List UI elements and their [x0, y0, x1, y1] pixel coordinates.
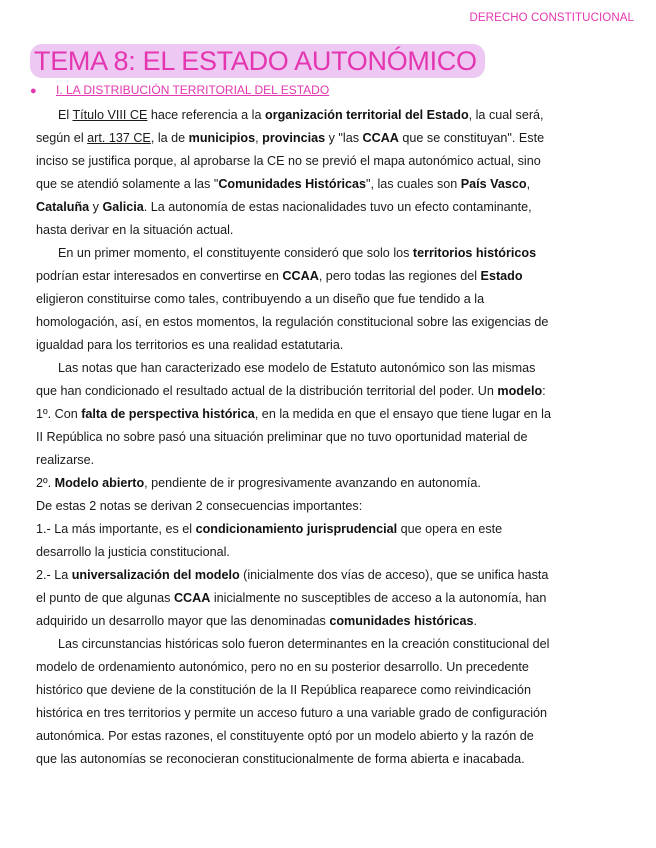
course-header: DERECHO CONSTITUCIONAL	[469, 12, 634, 24]
text-segment: ,	[255, 131, 263, 145]
bold-term: Estado	[480, 269, 523, 283]
text-segment: histórico que deviene de la constitución de la II República reaparece como reivindicación	[36, 683, 531, 697]
underlined-reference: Título VIII CE	[72, 108, 148, 122]
text-line	[36, 242, 620, 265]
text-segment: , la de	[150, 131, 189, 145]
text-segment: Las notas que han caracterizado ese modelo de Estatuto autonómico son las mismas	[58, 361, 536, 375]
text-segment: histórica en tres territorios y permite un acceso futuro a una variable grado de configuración	[36, 706, 548, 720]
text-line	[36, 380, 620, 403]
bold-term: territorios históricos	[412, 246, 537, 260]
text-segment: , pendiente de ir progresivamente avanzando en autonomía.	[144, 476, 481, 490]
text-line	[36, 748, 620, 771]
text-segment: homologación, así, en estos momentos, la regulación constitucional sobre las exigencias de	[36, 315, 549, 329]
text-segment: y	[89, 200, 103, 214]
text-line	[36, 196, 620, 219]
title-container	[30, 44, 485, 78]
text-segment: que opera en este	[397, 522, 503, 536]
text-line	[36, 587, 620, 610]
text-line	[36, 656, 620, 679]
text-segment: inciso se justifica porque, al aprobarse la CE no se previó el mapa autonómico actual, sino	[36, 154, 541, 168]
text-line	[36, 633, 620, 656]
text-line	[36, 495, 620, 518]
text-segment: el punto de que algunas	[36, 591, 174, 605]
text-segment: igualdad para los territorios es una realidad estatutaria.	[36, 338, 344, 352]
bold-term: CCAA	[282, 269, 319, 283]
text-segment: adquirido un desarrollo mayor que las denominadas	[36, 614, 330, 628]
text-segment: De estas 2 notas se derivan 2 consecuencias importantes:	[36, 499, 363, 513]
text-segment: que han condicionado el resultado actual de la distribución territorial del poder. Un	[36, 384, 498, 398]
text-segment: , en la medida en que el ensayo que tiene lugar en la	[254, 407, 551, 421]
text-segment: podrían estar interesados en convertirse en	[36, 269, 283, 283]
text-segment: En un primer momento, el constituyente consideró que solo los	[58, 246, 413, 260]
text-segment: 1º. Con	[36, 407, 82, 421]
text-line	[36, 334, 620, 357]
text-segment: autonómica. Por estas razones, el constituyente optó por un modelo abierto y la razón de	[36, 729, 534, 743]
text-segment: desarrollo la justicia constitucional.	[36, 545, 230, 559]
text-line	[36, 564, 620, 587]
text-line	[36, 104, 620, 127]
text-segment: 2º.	[36, 476, 55, 490]
bold-term: CCAA	[362, 131, 399, 145]
text-line	[36, 150, 620, 173]
bold-term: Galicia	[102, 200, 144, 214]
text-segment: hasta derivar en la situación actual.	[36, 223, 234, 237]
bold-term: País Vasco	[460, 177, 527, 191]
text-line	[36, 702, 620, 725]
text-line	[36, 219, 620, 242]
text-line	[36, 725, 620, 748]
text-segment: que se atendió solamente a las "	[36, 177, 219, 191]
bold-term: condicionamiento jurisprudencial	[195, 522, 398, 536]
text-segment: que las autonomías se reconocieran constitucionalmente de forma abierta e inacabada.	[36, 752, 525, 766]
bold-term: Comunidades Históricas	[218, 177, 366, 191]
bold-term: CCAA	[173, 591, 211, 605]
text-line	[36, 311, 620, 334]
bold-term: Modelo abierto	[54, 476, 145, 490]
bold-term: falta de perspectiva histórica	[81, 407, 255, 421]
underlined-reference: art. 137 CE	[87, 131, 151, 145]
text-segment: según el	[36, 131, 88, 145]
bold-term: comunidades históricas	[329, 614, 474, 628]
text-segment: , pero todas las regiones del	[318, 269, 481, 283]
bold-term: modelo	[497, 384, 543, 398]
text-segment: ", las cuales son	[365, 177, 461, 191]
page-title: TEMA 8: EL ESTADO AUTONÓMICO	[30, 44, 485, 78]
text-segment: .	[473, 614, 478, 628]
text-segment: . La autonomía de estas nacionalidades tuvo un efecto contaminante,	[143, 200, 532, 214]
text-segment: hace referencia a la	[147, 108, 265, 122]
text-line	[36, 426, 620, 449]
text-segment: :	[542, 384, 546, 398]
text-line	[36, 518, 620, 541]
bold-term: provincias	[262, 131, 326, 145]
text-line	[36, 541, 620, 564]
text-line	[36, 265, 620, 288]
text-line	[36, 173, 620, 196]
text-segment: El	[58, 108, 73, 122]
text-segment: II República no sobre pasó una situación preliminar que no tuvo oportunidad material de	[36, 430, 528, 444]
text-line	[36, 127, 620, 150]
document-body	[36, 104, 620, 771]
text-segment: (inicialmente dos vías de acceso), que se unifica hasta	[239, 568, 549, 582]
text-segment: 2.- La	[36, 568, 72, 582]
text-line	[36, 610, 620, 633]
text-segment: modelo de ordenamiento autonómico, pero no en su posterior desarrollo. Un precedente	[36, 660, 529, 674]
bold-term: Cataluña	[36, 200, 90, 214]
bold-term: universalización del modelo	[71, 568, 240, 582]
text-segment: realizarse.	[36, 453, 95, 467]
text-segment: que se constituyan". Este	[398, 131, 545, 145]
text-segment: eligieron constituirse como tales, contribuyendo a un diseño que fue tendido a la	[36, 292, 485, 306]
bold-term: municipios	[188, 131, 256, 145]
text-line	[36, 403, 620, 426]
section-heading	[30, 81, 329, 100]
text-line	[36, 449, 620, 472]
text-line	[36, 472, 620, 495]
text-segment: ,	[526, 177, 531, 191]
bold-term: organización territorial del Estado	[265, 108, 469, 122]
text-segment: 1.- La más importante, es el	[36, 522, 196, 536]
text-line	[36, 288, 620, 311]
text-segment: y "las	[325, 131, 363, 145]
text-segment: inicialmente no susceptibles de acceso a la autonomía, han	[210, 591, 547, 605]
bullet-icon: ●	[30, 85, 37, 97]
text-line	[36, 679, 620, 702]
section-heading-text: I. LA DISTRIBUCIÓN TERRITORIAL DEL ESTADO	[56, 83, 330, 97]
text-segment: , la cual será,	[468, 108, 544, 122]
text-line	[36, 357, 620, 380]
text-segment: Las circunstancias históricas solo fueron determinantes en la creación constitucional del	[58, 637, 550, 651]
